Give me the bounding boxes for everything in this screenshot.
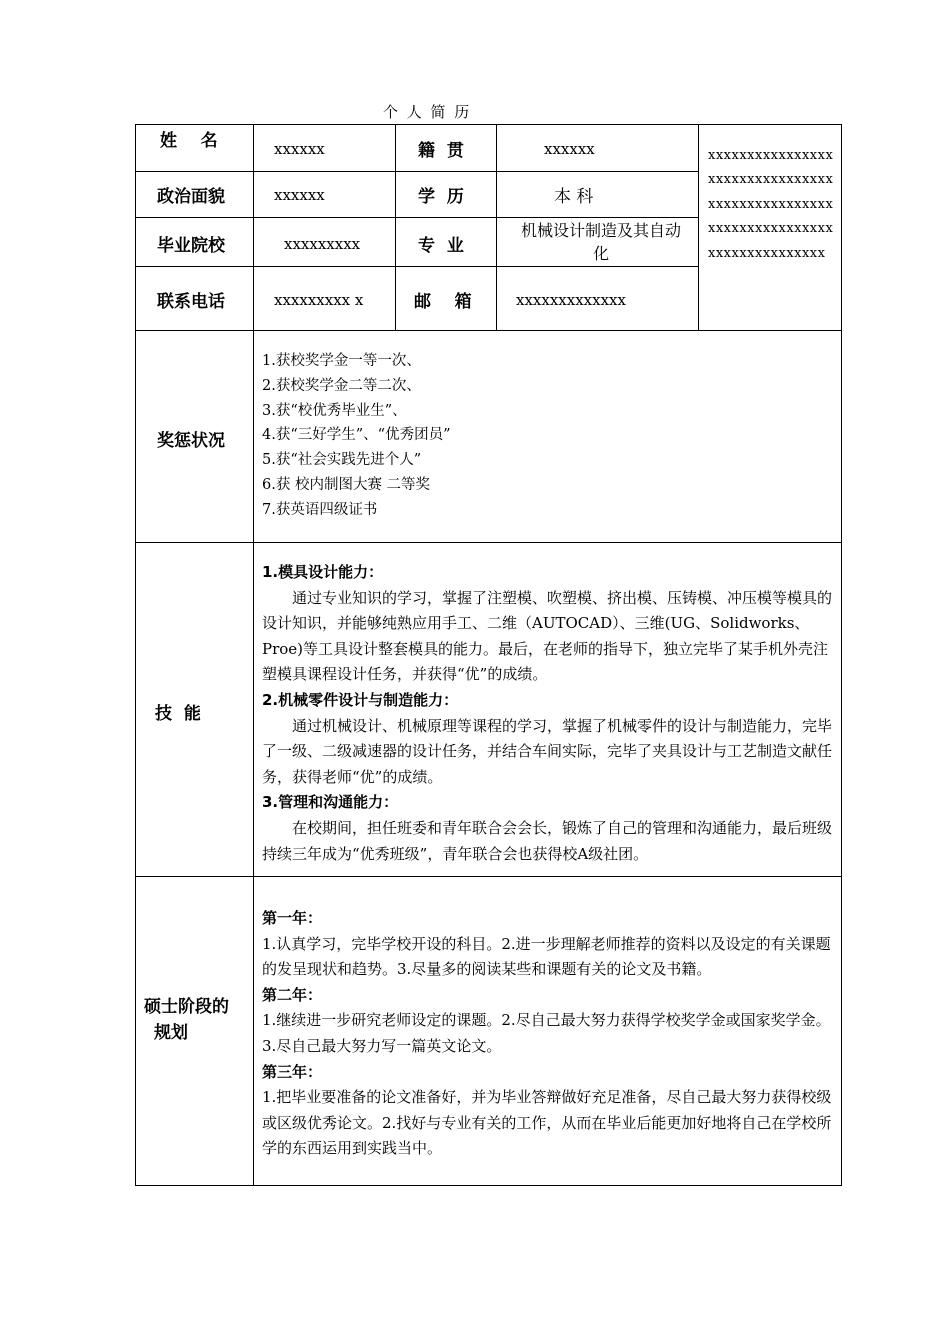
- year-text: 1.把毕业要准备的论文准备好，并为毕业答辩做好充足准备，尽自己最大努力获得校级或区级优秀论文。2.找好与专业有关的工作，从而在毕业后能更加好地将自己在学校所学的东西运用到实践当中。: [262, 1088, 832, 1158]
- awards-label: 奖惩状况: [157, 430, 225, 451]
- year-heading: 第二年：: [262, 985, 323, 1004]
- year-text: 1.认真学习，完毕学校开设的科目。2.进一步理解老师推荐的资料以及设定的有关课题的发呈现状和趋势。3.尽量多的阅读某些和课题有关的论文及书籍。: [262, 934, 831, 979]
- education-label: 学 历: [418, 186, 464, 207]
- list-item: 4.获“三好学生”、“优秀团员”: [262, 427, 451, 444]
- political-status-value: xxxxxx: [274, 186, 325, 204]
- skills-content: [262, 560, 834, 867]
- list-item: 5.获“社会实践先进个人”: [262, 452, 422, 469]
- plan-content: [262, 906, 834, 1162]
- email-label: 邮 箱: [414, 291, 472, 312]
- major-label: 专 业: [418, 235, 464, 256]
- email-value: xxxxxxxxxxxxx: [516, 291, 626, 309]
- year-text: 1.继续进一步研究老师设定的课题。2.尽自己最大努力获得学校奖学金或国家奖学金。3.尽自己最大努力写一篇英文论文。: [262, 1011, 831, 1055]
- major-value: 机械设计制造及其自动化: [520, 221, 681, 263]
- skill-text: 通过专业知识的学习，掌握了注塑模、吹塑模、挤出模、压铸模、冲压模等模具的设计知识，并能够纯熟应用手工、二维（AUTOCAD）、三维(UG、Solidworks、Proe)等工具设计整套模具的能力。最后，在老师的指导下，独立完毕了某手机外壳注塑模具课程设计任务，并获得“优”的成绩。: [262, 588, 833, 684]
- skill-text: 通过机械设计、机械原理等课程的学习，掌握了机械零件的设计与制造能力，完毕了一级、二级减速器的设计任务，并结合车间实际，完毕了夹具设计与工艺制造文献任务，获得老师“优”的成绩。: [262, 716, 833, 786]
- native-place-label: 籍 贯: [418, 140, 464, 161]
- list-item: 3.获“校优秀毕业生”、: [262, 402, 407, 419]
- skill-heading: 1.模具设计能力：: [262, 563, 384, 581]
- year-heading: 第一年：: [262, 909, 323, 927]
- name-value: xxxxxx: [274, 140, 325, 158]
- document-title: 个 人 简 历: [383, 103, 472, 121]
- school-label: 毕业院校: [157, 235, 225, 256]
- plan-label: 硕士阶段的 规划: [144, 997, 229, 1043]
- political-status-label: 政治面貌: [157, 186, 225, 207]
- list-item: 6.获 校内制图大赛 二等奖: [262, 476, 431, 493]
- name-label: 姓 名: [160, 130, 218, 151]
- photo-placeholder-text: xxxxxxxxxxxxxxxxxxxxxxxxxxxxxxxxxxxxxxxxxxxxxxxxxxxxxxxxxxxxxxxxxxxxxxxxxxxxxxx: [708, 148, 834, 261]
- skills-label: 技 能: [155, 703, 201, 724]
- education-value: 本 科: [554, 186, 594, 207]
- skill-heading: 3.管理和沟通能力：: [262, 793, 399, 812]
- awards-list: [262, 349, 451, 523]
- list-item: 2.获校奖学金二等二次、: [262, 377, 421, 394]
- skill-heading: 2.机械零件设计与制造能力：: [262, 690, 459, 709]
- phone-value: xxxxxxxxx x: [274, 291, 364, 309]
- skill-text: 在校期间，担任班委和青年联合会会长，锻炼了自己的管理和沟通能力，最后班级持续三年成为“优秀班级”，青年联合会也获得校A级社团。: [262, 818, 833, 863]
- phone-label: 联系电话: [157, 291, 225, 312]
- list-item: 1.获校奖学金一等一次、: [262, 353, 421, 369]
- school-value: xxxxxxxxx: [284, 235, 361, 253]
- list-item: 7.获英语四级证书: [262, 501, 378, 518]
- native-place-value: xxxxxx: [544, 140, 595, 158]
- year-heading: 第三年：: [262, 1062, 323, 1081]
